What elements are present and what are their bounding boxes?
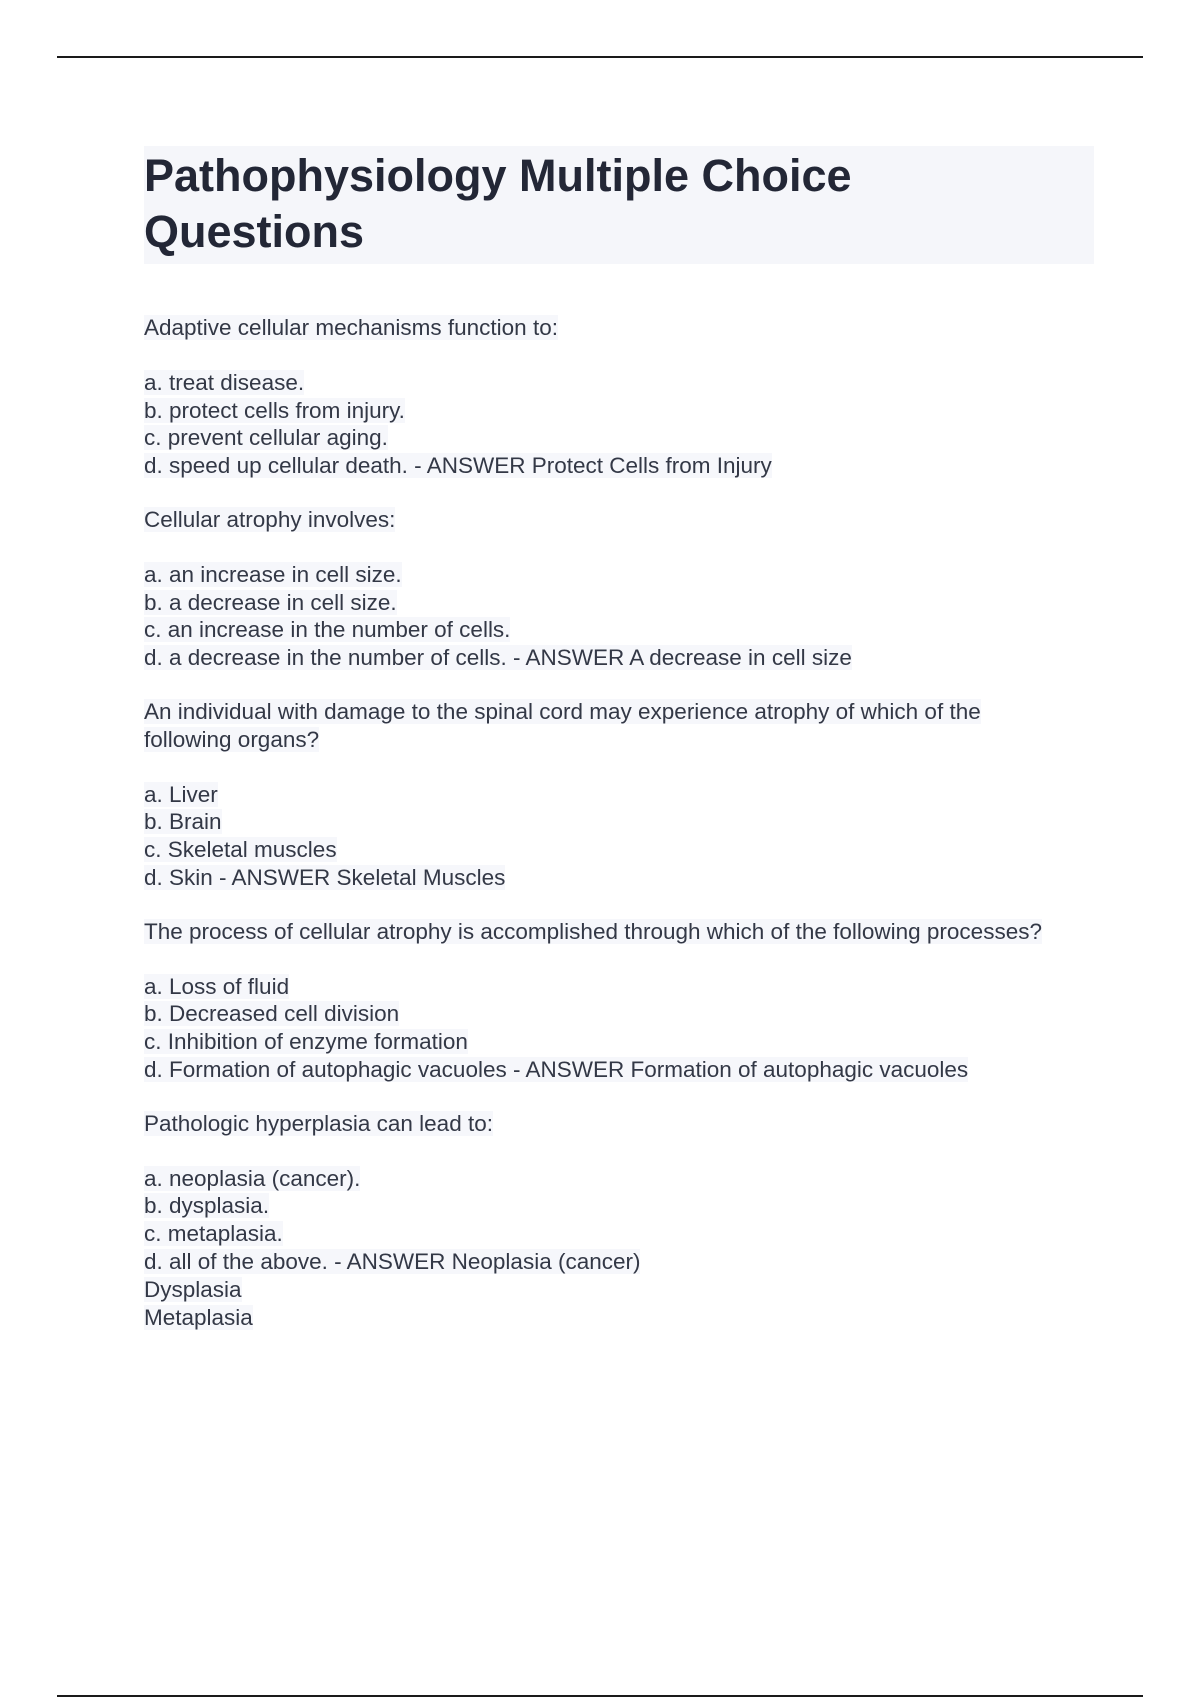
page-title: Pathophysiology Multiple Choice Questions bbox=[144, 150, 852, 257]
option-c: c. Skeletal muscles bbox=[144, 837, 337, 863]
answer-continuation: Dysplasia bbox=[144, 1276, 242, 1302]
document-body bbox=[144, 146, 1094, 1357]
option-c: c. Inhibition of enzyme formation bbox=[144, 1029, 468, 1055]
question-1 bbox=[144, 314, 1094, 480]
option-b: b. protect cells from injury. bbox=[144, 397, 405, 423]
question-stem: Pathologic hyperplasia can lead to: bbox=[144, 1110, 493, 1136]
option-c: c. prevent cellular aging. bbox=[144, 425, 388, 451]
option-c: c. an increase in the number of cells. bbox=[144, 617, 511, 643]
option-d-answer: d. a decrease in the number of cells. - ANSWER A decrease in cell size bbox=[144, 645, 852, 671]
option-b: b. Decreased cell division bbox=[144, 1001, 400, 1027]
question-2 bbox=[144, 506, 1094, 672]
option-d-answer: d. Skin - ANSWER Skeletal Muscles bbox=[144, 864, 506, 890]
question-5 bbox=[144, 1110, 1094, 1332]
question-3 bbox=[144, 698, 1094, 892]
option-a: a. treat disease. bbox=[144, 369, 305, 395]
question-stem: An individual with damage to the spinal cord may experience atrophy of which of the following organs? bbox=[144, 698, 981, 752]
answer-continuation: Metaplasia bbox=[144, 1304, 253, 1330]
top-rule bbox=[57, 56, 1143, 58]
option-d-answer: d. speed up cellular death. - ANSWER Protect Cells from Injury bbox=[144, 453, 772, 479]
option-b: b. dysplasia. bbox=[144, 1193, 270, 1219]
question-4 bbox=[144, 918, 1094, 1084]
title-block bbox=[144, 146, 1094, 264]
option-d-answer: d. Formation of autophagic vacuoles - ANSWER Formation of autophagic vacuoles bbox=[144, 1056, 969, 1082]
option-b: b. a decrease in cell size. bbox=[144, 589, 397, 615]
option-b: b. Brain bbox=[144, 809, 222, 835]
option-a: a. Loss of fluid bbox=[144, 973, 290, 999]
question-stem: Cellular atrophy involves: bbox=[144, 506, 396, 532]
question-stem: The process of cellular atrophy is accomplished through which of the following processes? bbox=[144, 918, 1042, 944]
question-stem: Adaptive cellular mechanisms function to: bbox=[144, 315, 558, 340]
option-a: a. Liver bbox=[144, 781, 218, 807]
option-a: a. neoplasia (cancer). bbox=[144, 1165, 361, 1191]
bottom-rule bbox=[57, 1695, 1143, 1697]
option-d-answer: d. all of the above. - ANSWER Neoplasia (cancer) bbox=[144, 1248, 641, 1274]
option-c: c. metaplasia. bbox=[144, 1221, 283, 1247]
option-a: a. an increase in cell size. bbox=[144, 561, 402, 587]
